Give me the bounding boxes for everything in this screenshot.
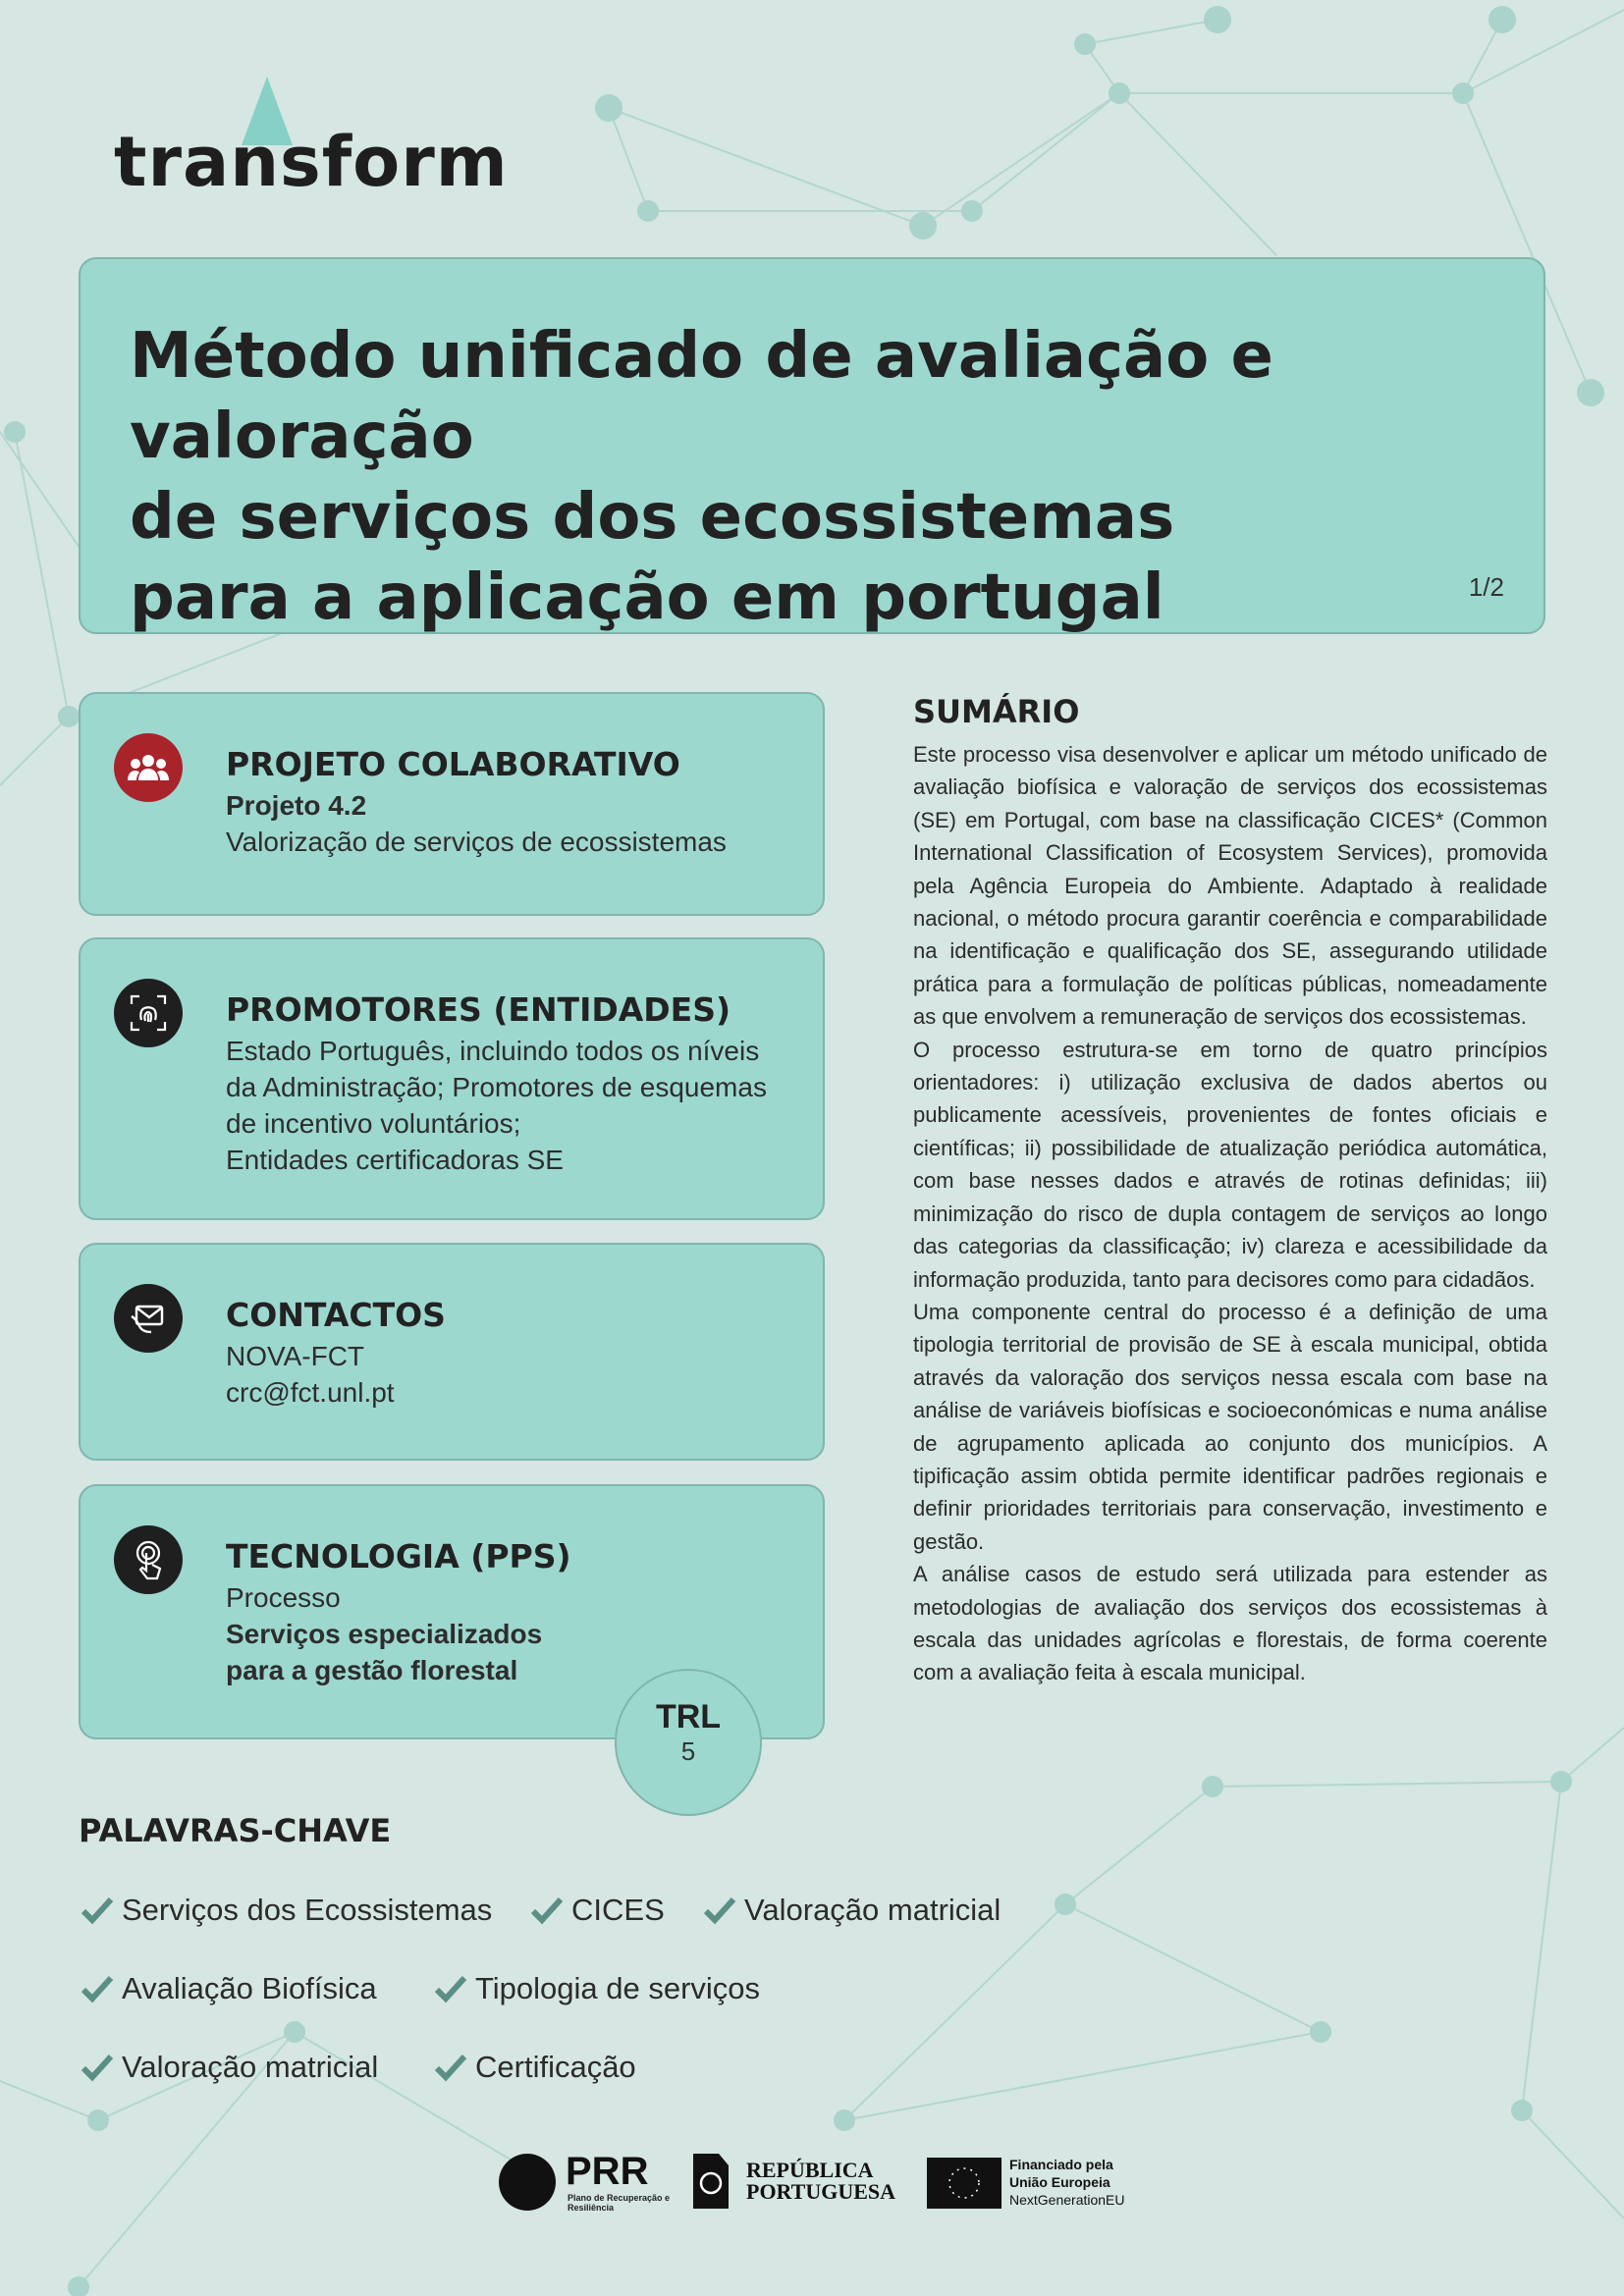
logo-text: transform [114,122,509,202]
title-panel [79,257,1545,634]
card-heading: PROJETO COLABORATIVO [226,745,680,783]
keyword-item [434,2050,636,2085]
eu-funding-text [1009,2156,1125,2209]
card-contactos [79,1243,825,1461]
promotores-line: Entidades certificadoras SE [226,1145,564,1175]
summary-paragraph: Uma componente central do processo é a definição de uma tipologia territorial de provisão de SE à escala municipal, obtida através da valoração dos serviços nessa escala com base na análise de variáveis biofísicas e socioeconómicas e numa análise de agrupamento aplicada ao conjunto dos municípios. A tipificação assim obtida permite identificar padrões regionais e definir prioridades territoriais para conservação, investimento e gestão. [913,1299,1547,1554]
check-icon [434,2053,467,2082]
keyword-item [81,1893,492,1928]
eu-flag-icon [927,2158,1001,2209]
touch-fingerprint-icon [114,1525,183,1594]
page-number: 1/2 [1468,572,1504,602]
republica-line: REPÚBLICA [746,2158,874,2182]
summary-heading: SUMÁRIO [913,693,1080,730]
trl-label: TRL [655,1698,722,1735]
summary-paragraph: Este processo visa desenvolver e aplicar um método unificado de avaliação biofísica e valoração de serviços dos ecossistemas (SE) em Portugal, com base na classificação CICES* (Common International Classification of Ecosystem Services), promovida pela Agência Europeia do Ambiente. Adaptado à realidade nacional, o método procura garantir coerência e comparabilidade na identificação e qualificação dos SE, assegurando utilidade prática para a formulação de políticas públicas, nomeadamente as que envolvem a remuneração de serviços dos ecossistemas. [913,742,1547,1030]
project-description: Valorização de serviços de ecossistemas [226,827,727,857]
keyword-label: CICES [571,1893,665,1927]
summary-paragraph: O processo estrutura-se em torno de quatro princípios orientadores: i) utilização exclusiva de dados abertos ou publicamente acessíveis, provenientes de fontes oficiais e científicas; ii) possibilidade de atualização periódica automática, com base nesses dados e através de rotinas definidas; iii) minimização do risco de dupla contagem de serviços ao longo das categorias da classificação; iv) clareza e acessibilidade da informação produzida, tanto para decisores como para cidadãos. [913,1037,1547,1292]
republica-crest-icon [689,2152,732,2211]
promotores-line: Estado Português, incluindo todos os níveis [226,1036,760,1066]
check-icon [434,1974,467,2003]
tech-type: Processo [226,1582,341,1613]
keyword-item [434,1971,760,2006]
contact-email-link[interactable]: crc@fct.unl.pt [226,1377,395,1408]
keyword-label: Valoração matricial [744,1893,1001,1927]
contact-handshake-icon [114,1284,183,1353]
prr-logo-icon [499,2154,556,2211]
check-icon [81,1896,114,1925]
trl-badge [615,1669,762,1816]
keyword-label: Certificação [475,2050,636,2084]
card-projeto-colaborativo [79,692,825,916]
keyword-item [530,1893,665,1928]
eu-line: Financiado pela [1009,2157,1113,2172]
check-icon [81,1974,114,2003]
title-line-2: de serviços dos ecossistemas [130,481,1175,554]
republica-line: PORTUGUESA [746,2179,896,2204]
keyword-label: Serviços dos Ecossistemas [122,1893,493,1927]
team-icon [114,733,183,802]
tech-description: Serviços especializados [226,1619,543,1649]
prr-subtitle: Plano de Recuperação e Resiliência [568,2193,671,2213]
eu-line: NextGenerationEU [1009,2192,1125,2208]
fingerprint-icon [114,979,183,1047]
summary-section [913,693,1547,1689]
page-title [130,316,1504,638]
keywords-section [79,1812,1355,2107]
keyword-label: Avaliação Biofísica [122,1971,377,2005]
contact-organization: NOVA-FCT [226,1341,365,1371]
funding-logos [499,2150,1147,2218]
card-heading: CONTACTOS [226,1296,446,1334]
card-promotores [79,937,825,1220]
eu-line: União Europeia [1009,2174,1110,2190]
keyword-item [81,2050,378,2085]
card-heading: PROMOTORES (ENTIDADES) [226,990,731,1029]
check-icon [81,2053,114,2082]
promotores-line: da Administração; Promotores de esquemas [226,1072,767,1102]
republica-portuguesa-text [746,2160,895,2203]
keywords-heading: PALAVRAS-CHAVE [79,1812,392,1849]
keyword-label: Tipologia de serviços [475,1971,761,2005]
tech-description: para a gestão florestal [226,1655,518,1685]
summary-paragraph: A análise casos de estudo será utilizada para estender as metodologias de avaliação dos serviços dos ecossistemas à escala das unidades agrícolas e florestais, de forma coerente com a avaliação feita à escala municipal. [913,1562,1547,1685]
trl-value: 5 [680,1736,696,1766]
project-number: Projeto 4.2 [226,790,367,821]
prr-logo-text: PRR [566,2150,649,2193]
check-icon [530,1896,564,1925]
keyword-item [703,1893,1001,1928]
card-heading: TECNOLOGIA (PPS) [226,1537,571,1575]
title-line-1: Método unificado de avaliação e valoração [130,320,1273,473]
transform-logo [114,75,509,202]
keyword-label: Valoração matricial [122,2050,379,2084]
check-icon [703,1896,736,1925]
title-line-3: para a aplicação em portugal [130,561,1164,634]
promotores-line: de incentivo voluntários; [226,1108,521,1139]
keyword-item [81,1971,377,2006]
